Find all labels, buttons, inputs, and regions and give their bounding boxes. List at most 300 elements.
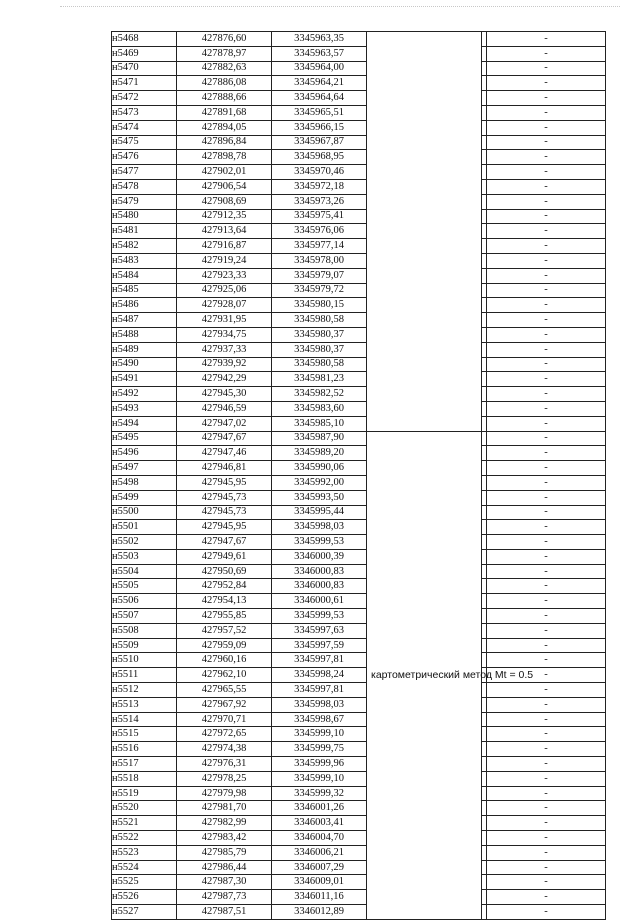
table-row: [112, 224, 606, 239]
x-coordinate-cell: 427947,02: [177, 416, 272, 431]
x-coordinate-cell: 427985,79: [177, 845, 272, 860]
y-coordinate-cell: 3346007,29: [272, 860, 367, 875]
description-cell: -: [487, 505, 606, 520]
point-name-cell: н5504: [112, 564, 177, 579]
description-cell: -: [487, 549, 606, 564]
table-row: [112, 327, 606, 342]
y-coordinate-cell: 3345965,51: [272, 105, 367, 120]
description-cell: -: [487, 623, 606, 638]
y-coordinate-cell: 3345979,72: [272, 283, 367, 298]
y-coordinate-cell: 3346012,89: [272, 905, 367, 920]
coordinates-table: [111, 31, 606, 920]
y-coordinate-cell: 3345978,00: [272, 253, 367, 268]
description-cell: -: [487, 520, 606, 535]
x-coordinate-cell: 427947,67: [177, 535, 272, 550]
description-cell: -: [487, 372, 606, 387]
table-row: [112, 875, 606, 890]
y-coordinate-cell: 3345981,23: [272, 372, 367, 387]
description-cell: -: [487, 609, 606, 624]
description-cell: -: [487, 890, 606, 905]
table-row: [112, 401, 606, 416]
y-coordinate-cell: 3345980,58: [272, 313, 367, 328]
table-row: [112, 120, 606, 135]
description-cell: -: [487, 860, 606, 875]
table-row: [112, 579, 606, 594]
y-coordinate-cell: 3345980,37: [272, 342, 367, 357]
y-coordinate-cell: 3346004,70: [272, 831, 367, 846]
x-coordinate-cell: 427957,52: [177, 623, 272, 638]
y-coordinate-cell: 3345987,90: [272, 431, 367, 446]
y-coordinate-cell: 3345966,15: [272, 120, 367, 135]
description-cell: -: [487, 727, 606, 742]
point-name-cell: н5498: [112, 475, 177, 490]
x-coordinate-cell: 427959,09: [177, 638, 272, 653]
x-coordinate-cell: 427945,95: [177, 520, 272, 535]
y-coordinate-cell: 3345976,06: [272, 224, 367, 239]
table-row: [112, 357, 606, 372]
table-row: [112, 209, 606, 224]
x-coordinate-cell: 427986,44: [177, 860, 272, 875]
y-coordinate-cell: 3346009,01: [272, 875, 367, 890]
table-row: [112, 535, 606, 550]
table-row: [112, 372, 606, 387]
table-row: [112, 653, 606, 668]
y-coordinate-cell: 3345968,95: [272, 150, 367, 165]
point-name-cell: н5469: [112, 46, 177, 61]
description-cell: -: [487, 712, 606, 727]
x-coordinate-cell: 427939,92: [177, 357, 272, 372]
point-name-cell: н5485: [112, 283, 177, 298]
point-name-cell: н5499: [112, 490, 177, 505]
x-coordinate-cell: 427946,59: [177, 401, 272, 416]
table-row: [112, 105, 606, 120]
y-coordinate-cell: 3346001,26: [272, 801, 367, 816]
y-coordinate-cell: 3345999,10: [272, 771, 367, 786]
description-cell: -: [487, 816, 606, 831]
point-name-cell: н5523: [112, 845, 177, 860]
table-row: [112, 46, 606, 61]
table-row: [112, 564, 606, 579]
description-cell: -: [487, 757, 606, 772]
y-coordinate-cell: 3345998,67: [272, 712, 367, 727]
x-coordinate-cell: 427942,29: [177, 372, 272, 387]
y-coordinate-cell: 3345999,53: [272, 609, 367, 624]
table-row: [112, 816, 606, 831]
description-cell: -: [487, 179, 606, 194]
x-coordinate-cell: 427979,98: [177, 786, 272, 801]
table-row: [112, 475, 606, 490]
table-row: [112, 505, 606, 520]
point-name-cell: н5493: [112, 401, 177, 416]
description-cell: -: [487, 327, 606, 342]
table-row: [112, 387, 606, 402]
table-row: [112, 860, 606, 875]
table-row: [112, 831, 606, 846]
point-name-cell: н5515: [112, 727, 177, 742]
determination-method-text: картометрический метод Mt = 0.5: [371, 669, 534, 682]
point-name-cell: н5502: [112, 535, 177, 550]
point-name-cell: н5512: [112, 683, 177, 698]
table-row: [112, 520, 606, 535]
point-name-cell: н5511: [112, 668, 177, 683]
table-row: [112, 742, 606, 757]
point-name-cell: н5496: [112, 446, 177, 461]
x-coordinate-cell: 427919,24: [177, 253, 272, 268]
y-coordinate-cell: 3346006,21: [272, 845, 367, 860]
x-coordinate-cell: 427878,97: [177, 46, 272, 61]
table-row: [112, 549, 606, 564]
description-cell: -: [487, 579, 606, 594]
point-name-cell: н5490: [112, 357, 177, 372]
table-row: [112, 786, 606, 801]
x-coordinate-cell: 427908,69: [177, 194, 272, 209]
description-cell: -: [487, 668, 606, 683]
point-name-cell: н5486: [112, 298, 177, 313]
point-name-cell: н5509: [112, 638, 177, 653]
x-coordinate-cell: 427937,33: [177, 342, 272, 357]
point-name-cell: н5500: [112, 505, 177, 520]
y-coordinate-cell: 3345993,50: [272, 490, 367, 505]
point-name-cell: н5470: [112, 61, 177, 76]
point-name-cell: н5487: [112, 313, 177, 328]
x-coordinate-cell: 427931,95: [177, 313, 272, 328]
table-row: [112, 697, 606, 712]
x-coordinate-cell: 427952,84: [177, 579, 272, 594]
point-name-cell: н5520: [112, 801, 177, 816]
table-row: [112, 609, 606, 624]
point-name-cell: н5524: [112, 860, 177, 875]
description-cell: -: [487, 61, 606, 76]
description-cell: -: [487, 253, 606, 268]
description-cell: -: [487, 298, 606, 313]
point-name-cell: н5495: [112, 431, 177, 446]
y-coordinate-cell: 3345999,75: [272, 742, 367, 757]
point-name-cell: н5507: [112, 609, 177, 624]
table-row: [112, 490, 606, 505]
description-cell: -: [487, 209, 606, 224]
y-coordinate-cell: 3345979,07: [272, 268, 367, 283]
x-coordinate-cell: 427970,71: [177, 712, 272, 727]
y-coordinate-cell: 3345964,21: [272, 76, 367, 91]
table-row: [112, 194, 606, 209]
table-row: [112, 431, 606, 446]
table-row: [112, 32, 606, 47]
x-coordinate-cell: 427888,66: [177, 91, 272, 106]
y-coordinate-cell: 3345997,59: [272, 638, 367, 653]
description-cell: -: [487, 342, 606, 357]
y-coordinate-cell: 3345997,63: [272, 623, 367, 638]
table-row: [112, 91, 606, 106]
x-coordinate-cell: 427976,31: [177, 757, 272, 772]
description-cell: -: [487, 786, 606, 801]
description-cell: -: [487, 475, 606, 490]
y-coordinate-cell: 3345980,15: [272, 298, 367, 313]
table-row: [112, 712, 606, 727]
description-cell: -: [487, 91, 606, 106]
x-coordinate-cell: 427886,08: [177, 76, 272, 91]
description-cell: -: [487, 120, 606, 135]
description-cell: -: [487, 653, 606, 668]
x-coordinate-cell: 427906,54: [177, 179, 272, 194]
y-coordinate-cell: 3345980,37: [272, 327, 367, 342]
point-name-cell: н5497: [112, 461, 177, 476]
description-cell: -: [487, 905, 606, 920]
point-name-cell: н5479: [112, 194, 177, 209]
x-coordinate-cell: 427912,35: [177, 209, 272, 224]
y-coordinate-cell: 3345997,81: [272, 653, 367, 668]
x-coordinate-cell: 427960,16: [177, 653, 272, 668]
point-name-cell: н5480: [112, 209, 177, 224]
point-name-cell: н5516: [112, 742, 177, 757]
x-coordinate-cell: 427923,33: [177, 268, 272, 283]
y-coordinate-cell: 3346000,39: [272, 549, 367, 564]
point-name-cell: н5473: [112, 105, 177, 120]
table-row: [112, 801, 606, 816]
point-name-cell: н5472: [112, 91, 177, 106]
description-cell: -: [487, 875, 606, 890]
x-coordinate-cell: 427891,68: [177, 105, 272, 120]
point-name-cell: н5488: [112, 327, 177, 342]
point-name-cell: н5471: [112, 76, 177, 91]
table-row: [112, 623, 606, 638]
point-name-cell: н5474: [112, 120, 177, 135]
description-cell: -: [487, 446, 606, 461]
y-coordinate-cell: 3345995,44: [272, 505, 367, 520]
description-cell: -: [487, 431, 606, 446]
point-name-cell: н5503: [112, 549, 177, 564]
description-cell: -: [487, 401, 606, 416]
point-name-cell: н5489: [112, 342, 177, 357]
x-coordinate-cell: 427982,99: [177, 816, 272, 831]
description-cell: -: [487, 194, 606, 209]
description-cell: -: [487, 697, 606, 712]
description-cell: -: [487, 461, 606, 476]
point-name-cell: н5492: [112, 387, 177, 402]
scan-artifact-line: [60, 6, 620, 7]
description-cell: -: [487, 831, 606, 846]
description-cell: -: [487, 564, 606, 579]
table-row: [112, 61, 606, 76]
table-row: [112, 416, 606, 431]
y-coordinate-cell: 3345990,06: [272, 461, 367, 476]
description-cell: -: [487, 150, 606, 165]
x-coordinate-cell: 427925,06: [177, 283, 272, 298]
y-coordinate-cell: 3346011,16: [272, 890, 367, 905]
x-coordinate-cell: 427947,67: [177, 431, 272, 446]
point-name-cell: н5481: [112, 224, 177, 239]
determination-method-cell: [367, 32, 482, 432]
point-name-cell: н5513: [112, 697, 177, 712]
y-coordinate-cell: 3345983,60: [272, 401, 367, 416]
y-coordinate-cell: 3345999,53: [272, 535, 367, 550]
y-coordinate-cell: 3345989,20: [272, 446, 367, 461]
description-cell: -: [487, 313, 606, 328]
table-row: [112, 342, 606, 357]
x-coordinate-cell: 427934,75: [177, 327, 272, 342]
description-cell: -: [487, 76, 606, 91]
x-coordinate-cell: 427946,81: [177, 461, 272, 476]
description-cell: -: [487, 46, 606, 61]
table-row: [112, 446, 606, 461]
y-coordinate-cell: 3346003,41: [272, 816, 367, 831]
point-name-cell: н5526: [112, 890, 177, 905]
x-coordinate-cell: 427962,10: [177, 668, 272, 683]
point-name-cell: н5506: [112, 594, 177, 609]
x-coordinate-cell: 427987,30: [177, 875, 272, 890]
description-cell: -: [487, 742, 606, 757]
table-row: [112, 313, 606, 328]
point-name-cell: н5510: [112, 653, 177, 668]
x-coordinate-cell: 427965,55: [177, 683, 272, 698]
y-coordinate-cell: 3345999,96: [272, 757, 367, 772]
x-coordinate-cell: 427981,70: [177, 801, 272, 816]
x-coordinate-cell: 427974,38: [177, 742, 272, 757]
x-coordinate-cell: 427987,51: [177, 905, 272, 920]
x-coordinate-cell: 427898,78: [177, 150, 272, 165]
table-row: [112, 727, 606, 742]
description-cell: -: [487, 135, 606, 150]
description-cell: -: [487, 357, 606, 372]
table-row: [112, 165, 606, 180]
table-row: [112, 594, 606, 609]
y-coordinate-cell: 3345980,58: [272, 357, 367, 372]
description-cell: -: [487, 283, 606, 298]
description-cell: -: [487, 638, 606, 653]
description-cell: -: [487, 268, 606, 283]
y-coordinate-cell: 3345964,00: [272, 61, 367, 76]
point-name-cell: н5477: [112, 165, 177, 180]
point-name-cell: н5519: [112, 786, 177, 801]
x-coordinate-cell: 427945,73: [177, 490, 272, 505]
description-cell: -: [487, 845, 606, 860]
y-coordinate-cell: 3345973,26: [272, 194, 367, 209]
description-cell: -: [487, 490, 606, 505]
point-name-cell: н5483: [112, 253, 177, 268]
point-name-cell: н5508: [112, 623, 177, 638]
y-coordinate-cell: 3345998,03: [272, 697, 367, 712]
table-row: [112, 757, 606, 772]
y-coordinate-cell: 3345999,10: [272, 727, 367, 742]
x-coordinate-cell: 427928,07: [177, 298, 272, 313]
point-name-cell: н5527: [112, 905, 177, 920]
description-cell: -: [487, 224, 606, 239]
y-coordinate-cell: 3345992,00: [272, 475, 367, 490]
point-name-cell: н5468: [112, 32, 177, 47]
y-coordinate-cell: 3345963,57: [272, 46, 367, 61]
x-coordinate-cell: 427967,92: [177, 697, 272, 712]
x-coordinate-cell: 427876,60: [177, 32, 272, 47]
point-name-cell: н5484: [112, 268, 177, 283]
table-row: [112, 771, 606, 786]
point-name-cell: н5517: [112, 757, 177, 772]
y-coordinate-cell: 3345998,24: [272, 668, 367, 683]
point-name-cell: н5505: [112, 579, 177, 594]
table-row: [112, 76, 606, 91]
y-coordinate-cell: 3346000,83: [272, 564, 367, 579]
point-name-cell: н5501: [112, 520, 177, 535]
x-coordinate-cell: 427947,46: [177, 446, 272, 461]
y-coordinate-cell: 3345975,41: [272, 209, 367, 224]
y-coordinate-cell: 3345963,35: [272, 32, 367, 47]
point-name-cell: н5525: [112, 875, 177, 890]
y-coordinate-cell: 3345967,87: [272, 135, 367, 150]
point-name-cell: н5478: [112, 179, 177, 194]
point-name-cell: н5514: [112, 712, 177, 727]
y-coordinate-cell: 3345985,10: [272, 416, 367, 431]
x-coordinate-cell: 427894,05: [177, 120, 272, 135]
y-coordinate-cell: 3345997,81: [272, 683, 367, 698]
description-cell: -: [487, 594, 606, 609]
determination-method-cell: [367, 431, 534, 919]
description-cell: -: [487, 239, 606, 254]
x-coordinate-cell: 427945,73: [177, 505, 272, 520]
point-name-cell: н5518: [112, 771, 177, 786]
y-coordinate-cell: 3345964,64: [272, 91, 367, 106]
y-coordinate-cell: 3346000,61: [272, 594, 367, 609]
point-name-cell: н5475: [112, 135, 177, 150]
x-coordinate-cell: 427983,42: [177, 831, 272, 846]
y-coordinate-cell: 3345982,52: [272, 387, 367, 402]
coordinates-table-body: [112, 32, 606, 920]
table-row: [112, 845, 606, 860]
x-coordinate-cell: 427987,73: [177, 890, 272, 905]
x-coordinate-cell: 427882,63: [177, 61, 272, 76]
y-coordinate-cell: 3345972,18: [272, 179, 367, 194]
y-coordinate-cell: 3345999,32: [272, 786, 367, 801]
description-cell: -: [487, 32, 606, 47]
table-row: [112, 905, 606, 920]
x-coordinate-cell: 427950,69: [177, 564, 272, 579]
table-row: [112, 683, 606, 698]
table-row: [112, 253, 606, 268]
x-coordinate-cell: 427972,65: [177, 727, 272, 742]
description-cell: -: [487, 535, 606, 550]
table-row: [112, 638, 606, 653]
table-row: [112, 150, 606, 165]
point-name-cell: н5482: [112, 239, 177, 254]
x-coordinate-cell: 427949,61: [177, 549, 272, 564]
x-coordinate-cell: 427945,95: [177, 475, 272, 490]
y-coordinate-cell: 3345970,46: [272, 165, 367, 180]
x-coordinate-cell: 427916,87: [177, 239, 272, 254]
y-coordinate-cell: 3346000,83: [272, 579, 367, 594]
x-coordinate-cell: 427913,64: [177, 224, 272, 239]
description-cell: -: [487, 801, 606, 816]
point-name-cell: н5476: [112, 150, 177, 165]
point-name-cell: н5522: [112, 831, 177, 846]
x-coordinate-cell: 427902,01: [177, 165, 272, 180]
point-name-cell: н5521: [112, 816, 177, 831]
description-cell: -: [487, 771, 606, 786]
y-coordinate-cell: 3345998,03: [272, 520, 367, 535]
x-coordinate-cell: 427954,13: [177, 594, 272, 609]
point-name-cell: н5491: [112, 372, 177, 387]
table-row: [112, 461, 606, 476]
description-cell: -: [487, 387, 606, 402]
table-row: [112, 268, 606, 283]
y-coordinate-cell: 3345977,14: [272, 239, 367, 254]
description-cell: -: [487, 416, 606, 431]
description-cell: -: [487, 105, 606, 120]
table-row: [112, 298, 606, 313]
table-row: [112, 239, 606, 254]
table-row: [112, 179, 606, 194]
x-coordinate-cell: 427945,30: [177, 387, 272, 402]
table-row: [112, 283, 606, 298]
table-row: [112, 890, 606, 905]
x-coordinate-cell: 427955,85: [177, 609, 272, 624]
description-cell: -: [487, 165, 606, 180]
